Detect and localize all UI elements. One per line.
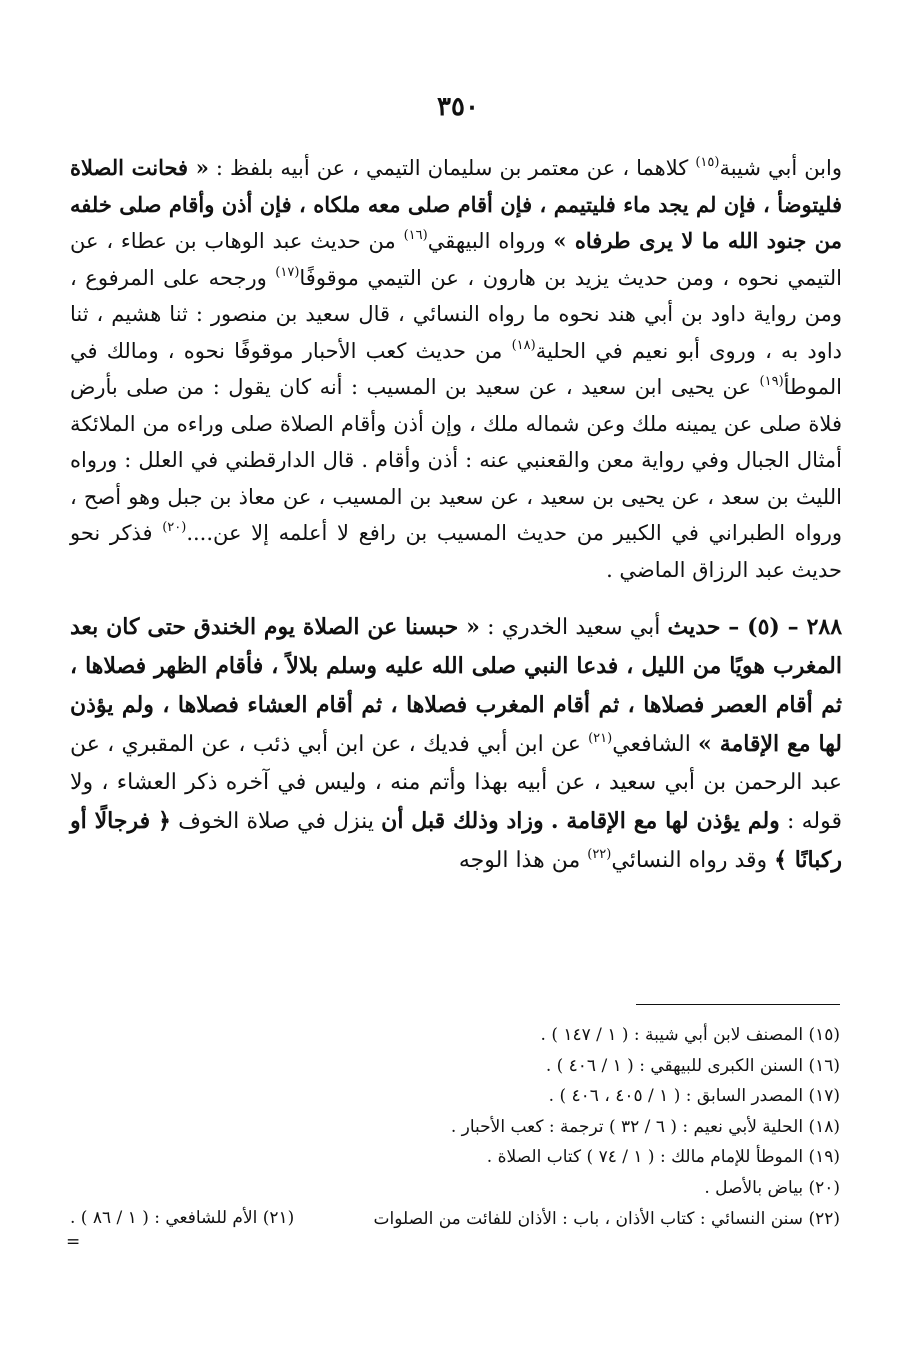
footnote-19: (١٩) الموطأ للإمام مالك : ( ١ / ٧٤ ) كتاب الصلاة . <box>486 1147 840 1168</box>
footnote-17: (١٧) المصدر السابق : ( ١ / ٤٠٥ ، ٤٠٦ ) . <box>548 1086 840 1107</box>
footnote-20: (٢٠) بياض بالأصل . <box>704 1177 840 1198</box>
text-run: فذكر نحو حديث عبد الرزاق الماضي . <box>70 521 842 582</box>
text-run: عن ابن أبي فديك ، عن ابن أبي ذئب ، عن المقبري ، عن عبد الرحمن بن أبي سعيد ، عن أبيه بهذا وأتم منه ، وليس في آخره ذكر العشاء ، ولا قوله : <box>70 732 842 834</box>
text-run: من حديث كعب الأحبار موقوفًا نحوه ، ومالك في الموطأ <box>70 338 842 399</box>
text-run: ينزل في صلاة الخوف <box>170 809 382 834</box>
paragraph-commentary <box>70 150 842 588</box>
footnote-reference: (٢٠) <box>162 520 187 535</box>
text-run <box>544 809 551 834</box>
continuation-mark: = <box>66 1232 81 1252</box>
text-run: وقد رواه النسائي <box>611 848 775 873</box>
bold-text-run: « فحانت الصلاة فليتوضأ ، فإن لم يجد ماء فليتيمم ، فإن أقام صلى معه ملكاه ، فإن أذن وأقام صلى خلفه من جنود الله ما لا يرى طرفاه » <box>70 155 843 253</box>
text-run: من حديث عبد الوهاب بن عطاء ، عن التيمي نحوه ، ومن حديث يزيد بن هارون ، عن التيمي موقوفًا <box>70 229 842 290</box>
footnotes <box>60 1020 840 1234</box>
footnote-reference: (١٦) <box>403 228 428 243</box>
bold-text-run: « حبسنا عن الصلاة يوم الخندق حتى كان بعد المغرب هويًا من الليل ، فدعا النبي صلى الله عليه وسلم بلالاً ، فأقام الظهر فصلاها ، ثم أقام العصر فصلاها ، ثم أقام المغرب فصلاها ، ثم أقام العشاء فصلاها ، ولم يؤذن لها مع الإقامة » <box>70 614 842 757</box>
page-number: ٣٥٠ <box>437 92 479 122</box>
main-text <box>70 150 842 880</box>
footnote-separator <box>636 1004 840 1005</box>
text-run: أبي سعيد الخدري : <box>479 615 668 640</box>
footnote-reference: (٢٢) <box>587 847 612 862</box>
paragraph-hadith-288 <box>70 608 842 880</box>
bold-text-run: ﴿ فرجالًا أو ركبانًا ﴾ <box>70 808 842 873</box>
text-run: ورجحه على المرفوع ، ومن رواية داود بن أبي هند نحوه ما رواه النسائي ، قال سعيد بن منصور : ثنا هشيم ، ثنا داود به ، وروى أبو نعيم في الحلية <box>70 265 843 363</box>
footnote-reference: (٢١) <box>588 731 613 746</box>
bold-text-run: ٢٨٨ – (٥) – حديث <box>667 614 843 640</box>
footnote-22: (٢٢) سنن النسائي : كتاب الأذان ، باب : الأذان للفائت من الصلوات <box>373 1208 840 1229</box>
footnote-16: (١٦) السنن الكبرى للبيهقي : ( ١ / ٤٠٦ ) . <box>545 1055 840 1076</box>
footnote-21: (٢١) الأم للشافعي : ( ١ / ٨٦ ) . <box>70 1208 295 1228</box>
text-run: الشافعي <box>612 732 699 757</box>
bold-text-run: ولم يؤذن لها مع الإقامة . <box>550 808 780 834</box>
footnote-reference: (١٩) <box>759 374 784 389</box>
text-run: من هذا الوجه <box>458 848 588 873</box>
text-run: عن يحيى ابن سعيد ، عن سعيد بن المسيب : أنه كان يقول : من صلى بأرض فلاة صلى عن يمينه ملك وعن شماله ملك ، وإن أذن وأقام الصلاة صلى وراءه من الملائكة أمثال الجبال وفي رواية معن والقعنبي عنه : أذن وأقام . قال الدارقطني في العلل : ورواه الليث بن سعد ، عن يحيى بن سعيد ، عن سعيد بن المسيب ، عن معاذ بن جبل وهو أصح ، ورواه الطبراني في الكبير من حديث المسيب بن رافع لا أعلمه إلا عن.... <box>70 375 842 545</box>
text-run: كلاهما ، عن معتمر بن سليمان التيمي ، عن أبيه بلفظ : <box>208 156 696 180</box>
footnote-reference: (١٧) <box>275 264 300 280</box>
footnote-15: (١٥) المصنف لابن أبي شيبة : ( ١ / ١٤٧ ) . <box>540 1025 840 1045</box>
footnote-reference: (١٨) <box>511 337 536 353</box>
bold-text-run: وزاد وذلك قبل أن <box>381 808 544 834</box>
text-run: وابن أبي شيبة <box>719 156 843 180</box>
footnote-reference: (١٥) <box>695 155 720 170</box>
text-run: ورواه البيهقي <box>427 229 554 253</box>
footnote-18: (١٨) الحلية لأبي نعيم : ( ٦ / ٣٢ ) ترجمة : كعب الأحبار . <box>450 1116 840 1137</box>
